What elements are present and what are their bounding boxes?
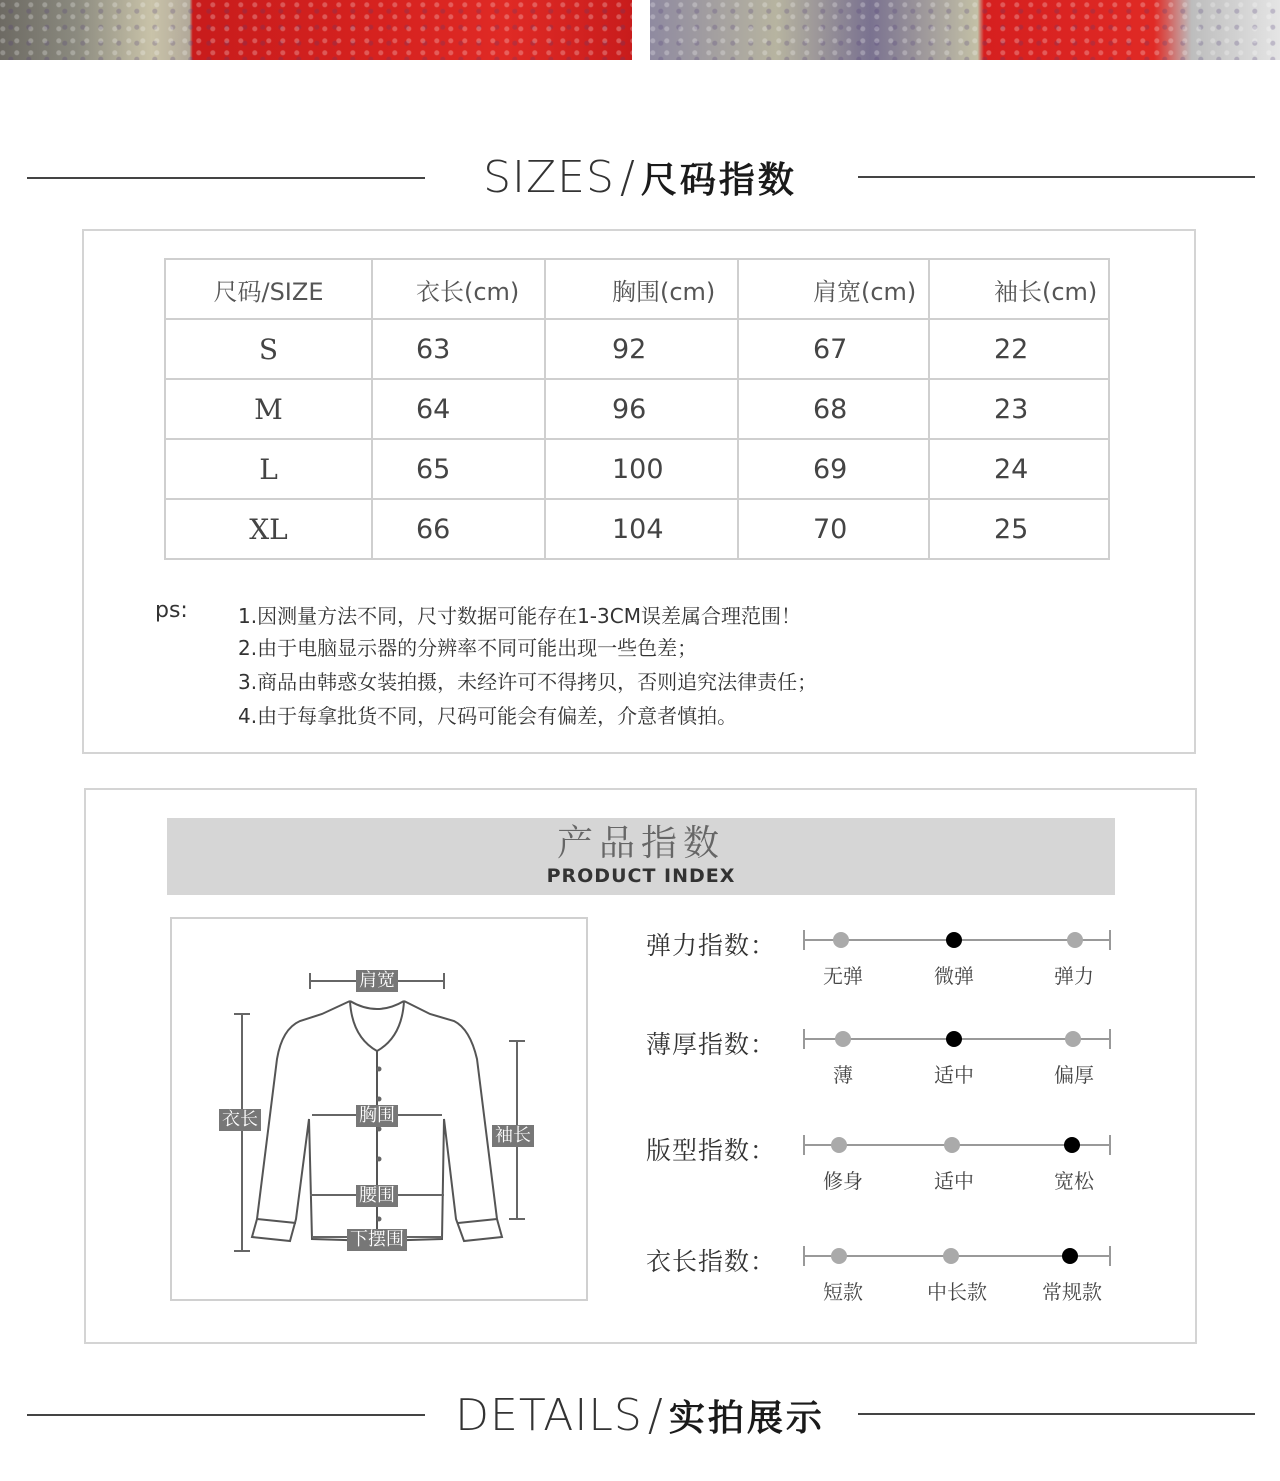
elasticity-option-2: 微弹 [934, 964, 974, 988]
product-index-banner [167, 818, 1115, 895]
table-row [165, 379, 1109, 439]
hem-label: 下摆围 [347, 1229, 407, 1251]
scale-dot [944, 1137, 960, 1153]
elasticity-option-1: 无弹 [823, 964, 863, 988]
chest-cell: 92 [545, 319, 738, 379]
product-photo-right [650, 0, 1280, 60]
shoulder-label: 肩宽 [356, 970, 398, 992]
note-line-3: 3.商品由韩惑女装拍摄，未经许可不得拷贝，否则追究法律责任； [238, 670, 818, 694]
shoulder-cell: 69 [738, 439, 929, 499]
header-length: 衣长(cm) [372, 259, 545, 319]
note-line-4: 4.由于每拿批货不同，尺码可能会有偏差，介意者慎拍。 [238, 704, 738, 728]
product-index-title-zh: 产品指数 [556, 823, 725, 864]
scale-dot [831, 1137, 847, 1153]
length-option-3: 常规款 [1042, 1280, 1102, 1304]
size-cell: XL [165, 499, 372, 559]
scale-dot-selected [946, 1031, 962, 1047]
details-title-zh: 实拍展示 [668, 1398, 825, 1439]
length-index-label: 衣长指数： [646, 1247, 777, 1276]
fit-index-label: 版型指数： [646, 1136, 777, 1165]
sizes-title-zh: 尺码指数 [640, 160, 797, 201]
scale-dot [831, 1248, 847, 1264]
scale-dot [943, 1248, 959, 1264]
sleeve-label: 袖长 [492, 1125, 534, 1147]
header-shoulder: 肩宽(cm) [738, 259, 929, 319]
length-option-2: 中长款 [927, 1280, 987, 1304]
length-cell: 63 [372, 319, 545, 379]
fit-option-2: 适中 [934, 1169, 974, 1193]
sleeve-cell: 25 [929, 499, 1109, 559]
elasticity-index-label: 弹力指数： [646, 931, 777, 960]
details-title-slash: / [647, 1390, 664, 1441]
scale-dot [833, 932, 849, 948]
size-cell: S [165, 319, 372, 379]
sleeve-cell: 23 [929, 379, 1109, 439]
table-row [165, 319, 1109, 379]
shoulder-cell: 68 [738, 379, 929, 439]
shoulder-cell: 67 [738, 319, 929, 379]
product-index-title-en: PRODUCT INDEX [546, 865, 736, 887]
sizes-heading [0, 152, 1280, 203]
header-size: 尺码/SIZE [165, 259, 372, 319]
header-chest: 胸围(cm) [545, 259, 738, 319]
header-sleeve: 袖长(cm) [929, 259, 1109, 319]
fit-scale [803, 1135, 1111, 1155]
note-line-2: 2.由于电脑显示器的分辨率不同可能出现一些色差； [238, 636, 698, 660]
sleeve-cell: 24 [929, 439, 1109, 499]
garment-diagram [170, 917, 588, 1301]
details-heading [0, 1390, 1280, 1441]
length-option-1: 短款 [823, 1280, 863, 1304]
sizes-title-en: SIZES [483, 152, 615, 203]
product-photo-left [0, 0, 632, 60]
length-scale [803, 1246, 1111, 1266]
length-label: 衣长 [219, 1109, 261, 1131]
scale-dot-selected [946, 932, 962, 948]
scale-dot [1067, 932, 1083, 948]
waist-label: 腰围 [356, 1185, 398, 1207]
size-cell: L [165, 439, 372, 499]
fit-option-1: 修身 [823, 1169, 863, 1193]
scale-dot [1065, 1031, 1081, 1047]
scale-dot-selected [1062, 1248, 1078, 1264]
size-cell: M [165, 379, 372, 439]
chest-cell: 100 [545, 439, 738, 499]
length-cell: 64 [372, 379, 545, 439]
shoulder-cell: 70 [738, 499, 929, 559]
thickness-scale [803, 1029, 1111, 1049]
sleeve-cell: 22 [929, 319, 1109, 379]
elasticity-scale [803, 930, 1111, 950]
chest-cell: 104 [545, 499, 738, 559]
scale-dot-selected [1064, 1137, 1080, 1153]
table-row [165, 499, 1109, 559]
scale-dot [835, 1031, 851, 1047]
chest-cell: 96 [545, 379, 738, 439]
size-table [164, 258, 1110, 560]
thickness-index-label: 薄厚指数： [646, 1030, 777, 1059]
fit-option-3: 宽松 [1054, 1169, 1094, 1193]
length-cell: 66 [372, 499, 545, 559]
sizes-title-slash: / [619, 152, 636, 203]
thickness-option-3: 偏厚 [1054, 1063, 1094, 1087]
thickness-option-1: 薄 [833, 1063, 853, 1087]
thickness-option-2: 适中 [934, 1063, 974, 1087]
length-cell: 65 [372, 439, 545, 499]
notes-label: ps: [155, 598, 188, 623]
elasticity-option-3: 弹力 [1054, 964, 1094, 988]
note-line-1: 1.因测量方法不同，尺寸数据可能存在1-3CM误差属合理范围！ [238, 604, 801, 628]
size-table-header [165, 259, 1109, 319]
table-row [165, 439, 1109, 499]
chest-label: 胸围 [356, 1105, 398, 1127]
details-title-en: DETAILS [455, 1390, 643, 1441]
